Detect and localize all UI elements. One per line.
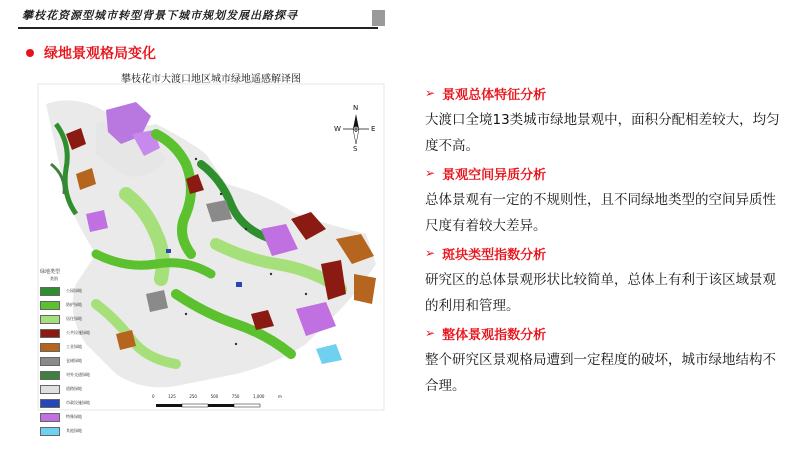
scale-unit: m	[278, 394, 282, 399]
scale-tick: 750	[231, 394, 240, 399]
analysis-item-head	[425, 322, 785, 344]
analysis-item-head	[425, 242, 785, 264]
arrow-right-icon: ➢	[425, 166, 436, 180]
analysis-item	[425, 82, 785, 159]
analysis-item	[425, 242, 785, 319]
bullet-dot-icon	[26, 49, 34, 57]
legend-swatch	[40, 413, 60, 422]
scale-tick: 500	[210, 394, 219, 399]
legend-label: 对外交通绿地	[66, 372, 90, 377]
analysis-item	[425, 162, 785, 239]
legend-swatch	[40, 385, 60, 394]
legend-item	[40, 312, 104, 326]
legend-swatch	[40, 427, 60, 436]
scale-tick: 1,000	[253, 394, 265, 399]
map-panel	[36, 64, 386, 433]
legend-label: 市政设施绿地	[66, 400, 90, 405]
scale-tick: 125	[168, 394, 176, 399]
header	[0, 0, 800, 26]
arrow-right-icon: ➢	[425, 326, 436, 340]
analysis-item	[425, 322, 785, 399]
arrow-right-icon: ➢	[425, 246, 436, 260]
legend-swatch	[40, 371, 60, 380]
legend-label: 公共设施绿地	[66, 330, 90, 335]
arrow-right-icon: ➢	[425, 86, 436, 100]
legend-item	[40, 410, 104, 424]
scale-bar	[156, 404, 260, 407]
legend-label: 其他绿地	[66, 428, 82, 433]
analysis-item-title: 景观总体特征分析	[442, 87, 547, 103]
compass-w-label: W	[334, 125, 341, 133]
analysis-item-text: 整个研究区景观格局遭到一定程度的破坏，城市绿地结构不合理。	[425, 352, 776, 394]
analysis-item-title: 整体景观指数分析	[442, 327, 547, 343]
analysis-item-text: 总体景观有一定的不规则性，且不同绿地类型的空间异质性尺度有着较大差异。	[425, 192, 776, 234]
legend-item	[40, 354, 104, 368]
section-title: 绿地景观格局变化	[44, 46, 156, 62]
legend-swatch	[40, 287, 60, 296]
analysis-item-text: 大渡口全境13类城市绿地景观中，面积分配相差较大，均匀度不高。	[425, 112, 780, 154]
legend-item	[40, 382, 104, 396]
compass-s-label: S	[353, 145, 358, 153]
compass-e-label: E	[371, 125, 376, 133]
legend-title: 绿地类型	[40, 269, 61, 275]
scale-tick: 250	[189, 394, 197, 399]
analysis-item-title: 景观空间异质分析	[442, 167, 547, 183]
legend-subtitle: 类别	[50, 276, 58, 281]
legend-label: 道路绿地	[66, 386, 82, 391]
legend-item	[40, 284, 104, 298]
legend-item	[40, 424, 104, 438]
legend-label: 工业绿地	[66, 344, 82, 349]
map-legend	[40, 268, 104, 438]
legend-label: 防护绿地	[66, 302, 82, 307]
legend-item	[40, 368, 104, 382]
header-divider	[18, 27, 378, 29]
header-title: 攀枝花资源型城市转型背景下城市规划发展出路探寻	[22, 9, 298, 22]
legend-item	[40, 326, 104, 340]
legend-swatch	[40, 315, 60, 324]
map-title: 攀枝花市大渡口地区城市绿地遥感解译图	[121, 74, 301, 85]
analysis-item-head	[425, 162, 785, 184]
legend-item	[40, 340, 104, 354]
legend-swatch	[40, 343, 60, 352]
analysis-item-text: 研究区的总体景观形状比较简单，总体上有利于该区域景观的利用和管理。	[425, 272, 776, 314]
legend-label: 特殊绿地	[66, 414, 82, 419]
legend-swatch	[40, 329, 60, 338]
analysis-item-head	[425, 82, 785, 104]
legend-item	[40, 396, 104, 410]
scale-tick: 0	[152, 394, 155, 399]
section-heading	[26, 43, 156, 63]
legend-item	[40, 298, 104, 312]
legend-swatch	[40, 301, 60, 310]
legend-label: 仓储绿地	[66, 358, 82, 363]
analysis-list	[425, 82, 785, 402]
legend-label: 公园绿地	[66, 288, 82, 293]
scale-ticks	[152, 394, 282, 399]
legend-label: 居住绿地	[66, 316, 82, 321]
legend-rows	[40, 284, 104, 438]
header-block-decoration	[372, 10, 385, 26]
legend-swatch	[40, 399, 60, 408]
analysis-item-title: 斑块类型指数分析	[442, 247, 547, 263]
compass-n-label: N	[353, 104, 359, 112]
legend-swatch	[40, 357, 60, 366]
